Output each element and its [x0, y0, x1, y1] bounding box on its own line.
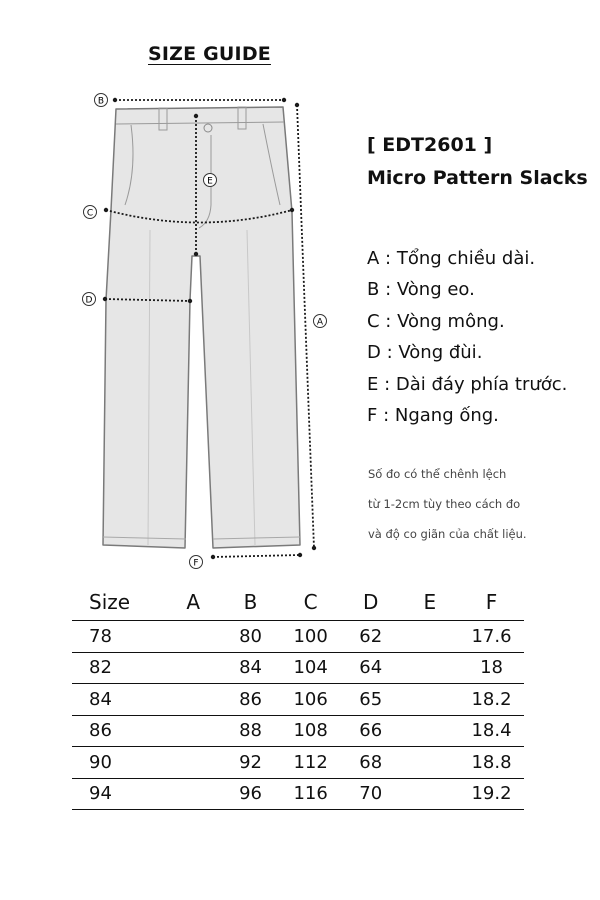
svg-text:D: D [85, 295, 93, 306]
cell-f: 19.2 [459, 778, 524, 810]
page-title: SIZE GUIDE [148, 43, 271, 65]
svg-text:F: F [193, 558, 199, 569]
cell-a [166, 715, 221, 747]
cell-d: 64 [341, 652, 400, 684]
cell-e [400, 715, 459, 747]
svg-text:A: A [316, 317, 324, 328]
cell-c: 100 [280, 621, 341, 653]
svg-text:E: E [207, 176, 213, 187]
cell-a [166, 684, 221, 716]
cell-f: 17.6 [459, 621, 524, 653]
table-row [72, 621, 524, 653]
note-line: và độ co giãn của chất liệu. [368, 527, 527, 541]
legend-item-b: B : Vòng eo. [367, 279, 475, 301]
table-row [72, 652, 524, 684]
cell-f: 18.4 [459, 715, 524, 747]
cell-c: 104 [280, 652, 341, 684]
size-table [72, 583, 524, 810]
cell-f: 18.8 [459, 747, 524, 779]
table-row [72, 747, 524, 779]
header-b: B [221, 583, 280, 621]
svg-text:C: C [86, 208, 94, 219]
table-row [72, 684, 524, 716]
cell-a [166, 621, 221, 653]
cell-d: 70 [341, 778, 400, 810]
cell-b: 96 [221, 778, 280, 810]
cell-a [166, 652, 221, 684]
label-f-marker [190, 556, 203, 569]
cell-size: 86 [72, 715, 166, 747]
legend-item-f: F : Ngang ống. [367, 405, 499, 427]
cell-e [400, 652, 459, 684]
measure-f-line [213, 555, 300, 557]
label-b-marker [95, 94, 108, 107]
cell-d: 66 [341, 715, 400, 747]
cell-e [400, 621, 459, 653]
header-e: E [400, 583, 459, 621]
note-line: Số đo có thể chênh lệch [368, 467, 507, 481]
cell-size: 94 [72, 778, 166, 810]
cell-f: 18 [459, 652, 524, 684]
cell-c: 108 [280, 715, 341, 747]
legend-item-a: A : Tổng chiều dài. [367, 248, 536, 269]
cell-d: 68 [341, 747, 400, 779]
header-a: A [166, 583, 221, 621]
cell-b: 92 [221, 747, 280, 779]
cell-c: 106 [280, 684, 341, 716]
cell-b: 86 [221, 684, 280, 716]
table-header-row [72, 583, 524, 621]
pants-outline [103, 107, 300, 548]
cell-size: 78 [72, 621, 166, 653]
header-f: F [459, 583, 524, 621]
table-row [72, 715, 524, 747]
note-line: từ 1-2cm tùy theo cách đo [368, 497, 521, 511]
header-c: C [280, 583, 341, 621]
cell-f: 18.2 [459, 684, 524, 716]
cell-a [166, 778, 221, 810]
cell-b: 80 [221, 621, 280, 653]
label-e-marker [204, 174, 217, 187]
product-name: Micro Pattern Slacks [367, 167, 588, 189]
cell-c: 112 [280, 747, 341, 779]
cell-b: 88 [221, 715, 280, 747]
cell-c: 116 [280, 778, 341, 810]
legend-item-e: E : Dài đáy phía trước. [367, 373, 568, 395]
cell-e [400, 747, 459, 779]
cell-size: 84 [72, 684, 166, 716]
measurement-note [368, 459, 593, 549]
cell-size: 90 [72, 747, 166, 779]
label-c-marker [84, 206, 97, 219]
header-size: Size [72, 583, 166, 621]
measure-a-line [297, 105, 314, 548]
cell-b: 84 [221, 652, 280, 684]
label-a-marker [314, 315, 327, 328]
cell-d: 65 [341, 684, 400, 716]
cell-a [166, 747, 221, 779]
cell-e [400, 684, 459, 716]
table-row [72, 778, 524, 810]
legend-item-d: D : Vòng đùi. [367, 342, 483, 364]
product-code: [ EDT2601 ] [367, 134, 493, 156]
cell-size: 82 [72, 652, 166, 684]
legend-item-c: C : Vòng mông. [367, 310, 505, 332]
label-d-marker [83, 293, 96, 306]
measurement-legend [367, 243, 567, 431]
svg-text:B: B [97, 96, 105, 107]
cell-d: 62 [341, 621, 400, 653]
header-d: D [341, 583, 400, 621]
cell-e [400, 778, 459, 810]
